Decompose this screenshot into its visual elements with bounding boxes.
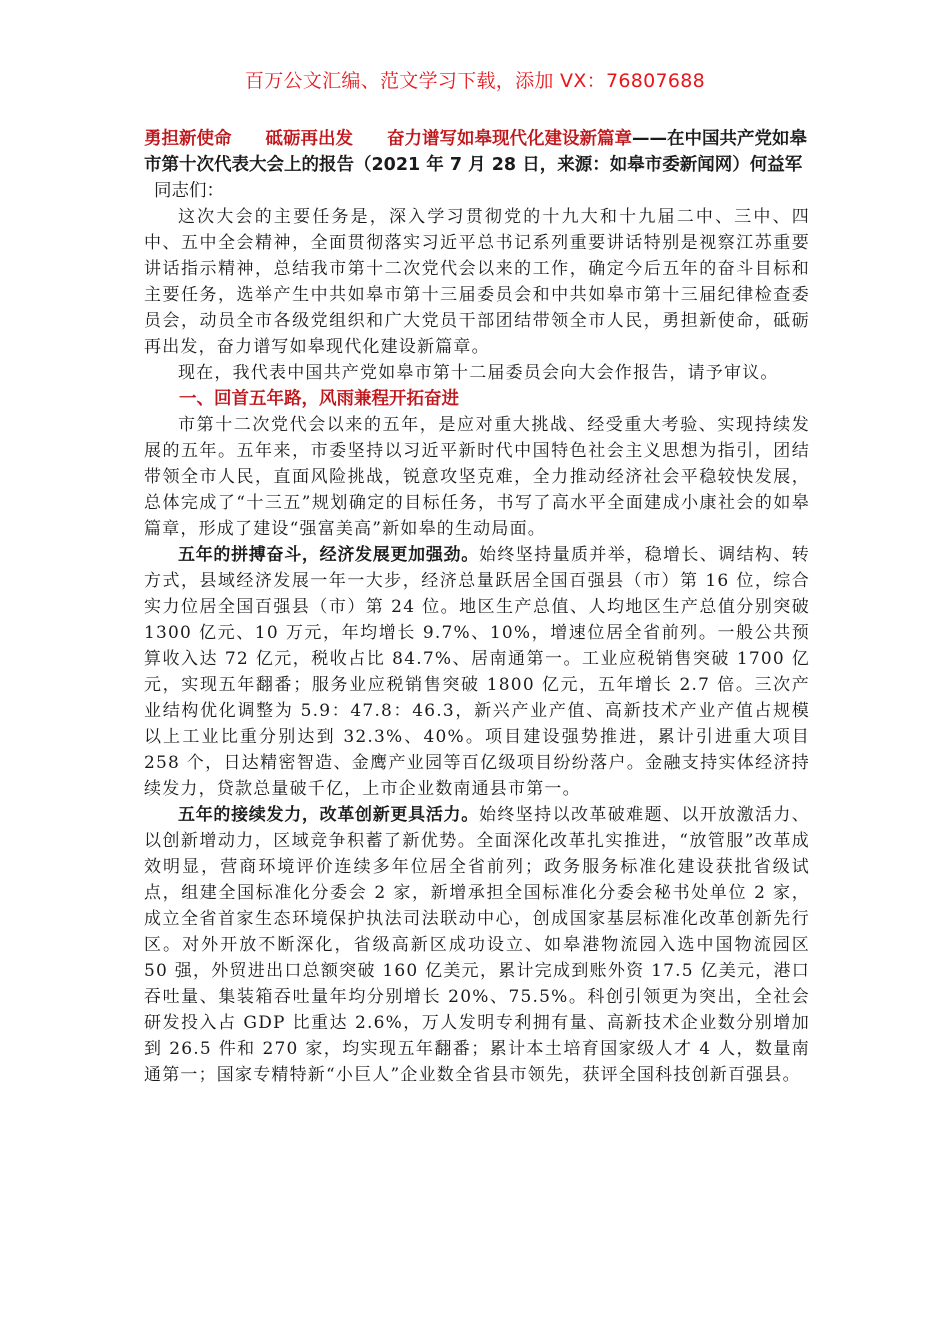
document-body (144, 126, 810, 1088)
title-subtitle: ——在中国共产党如皋市第十次代表大会上的报告（2021 年 7 月 28 日，来源：如皋市委新闻网）何益军 (144, 129, 807, 175)
paragraph-3: 市第十二次党代会以来的五年，是应对重大挑战、经受重大考验、实现持续发展的五年。五年来，市委坚持以习近平新时代中国特色社会主义思想为指引，团结带领全市人民，直面风险挑战，锐意攻坚克难，全力推动经济社会平稳较快发展，总体完成了“十三五”规划确定的目标任务，书写了高水平全面建成小康社会的如皋篇章，形成了建设“强富美高”新如皋的生动局面。 (144, 415, 810, 539)
paragraph-4-lead: 五年的拼搏奋斗，经济发展更加强劲。 (178, 545, 479, 565)
paragraph-4 (144, 542, 810, 802)
paragraph-4-body: 始终坚持量质并举，稳增长、调结构、转方式，县域经济发展一年一大步，经济总量跃居全国百强县（市）第 16 位，综合实力位居全国百强县（市）第 24 位。地区生产总值、人均地区生产总值分别突破 1300 亿元、10 万元，年均增长 9.7%、10%，增速位居全省前列。一般公共预算收入达 72 亿元，税收占比 84.7%、居南通第一。工业应税销售突破 1700 亿元，实现五年翻番；服务业应税销售突破 1800 亿元，五年增长 2.7 倍。三次产业结构优化调整为 5.9：47.8：46.3，新兴产业产值、高新技术产业产值占规模以上工业比重分别达到 32.3%、40%。项目建设强势推进，累计引进重大项目 258 个，日达精密智造、金鹰产业园等百亿级项目纷纷落户。金融支持实体经济持续发力，贷款总量破千亿，上市企业数南通县市第一。 (144, 545, 810, 799)
title-part-3: 奋力谱写如皋现代化建设新篇章 (387, 129, 632, 149)
title-part-2: 砥砺再出发 (265, 129, 353, 149)
title-part-1: 勇担新使命 (144, 129, 232, 149)
paragraph-2: 现在，我代表中国共产党如皋市第十二届委员会向大会作报告，请予审议。 (178, 363, 779, 383)
paragraph-5-body: 始终坚持以改革破难题、以开放激活力、以创新增动力，区域竞争积蓄了新优势。全面深化改革扎实推进，“放管服”改革成效明显，营商环境评价连续多年位居全省前列；政务服务标准化建设获批省级试点，组建全国标准化分委会 2 家，新增承担全国标准化分委会秘书处单位 2 家，成立全省首家生态环境保护执法司法联动中心，创成国家基层标准化改革创新先行区。对外开放不断深化，省级高新区成功设立、如皋港物流园入选中国物流园区 50 强，外贸进出口总额突破 160 亿美元，累计完成到账外资 17.5 亿美元，港口吞吐量、集装箱吞吐量年均分别增长 20%、75.5%。科创引领更为突出，全社会研发投入占 GDP 比重达 2.6%，万人发明专利拥有量、高新技术企业数分别增加到 26.5 件和 270 家，均实现五年翻番；累计本土培育国家级人才 4 人，数量南通第一；国家专精特新“小巨人”企业数全省县市领先，获评全国科技创新百强县。 (144, 805, 810, 1085)
promo-banner: 百万公文汇编、范文学习下载，添加 VX：76807688 (244, 70, 706, 92)
salutation: 同志们： (154, 181, 224, 201)
paragraph-5 (144, 802, 810, 1088)
document-title (144, 126, 810, 204)
paragraph-5-lead: 五年的接续发力，改革创新更具活力。 (178, 805, 479, 825)
paragraph-1: 这次大会的主要任务是，深入学习贯彻党的十九大和十九届二中、三中、四中、五中全会精神，全面贯彻落实习近平总书记系列重要讲话特别是视察江苏重要讲话指示精神，总结我市第十二次党代会以来的工作，确定今后五年的奋斗目标和主要任务，选举产生中共如皋市第十三届委员会和中共如皋市第十三届纪律检查委员会，动员全市各级党组织和广大党员干部团结带领全市人民，勇担新使命，砥砺再出发，奋力谱写如皋现代化建设新篇章。 (144, 207, 810, 357)
section-heading-1: 一、回首五年路，风雨兼程开拓奋进 (179, 389, 459, 409)
